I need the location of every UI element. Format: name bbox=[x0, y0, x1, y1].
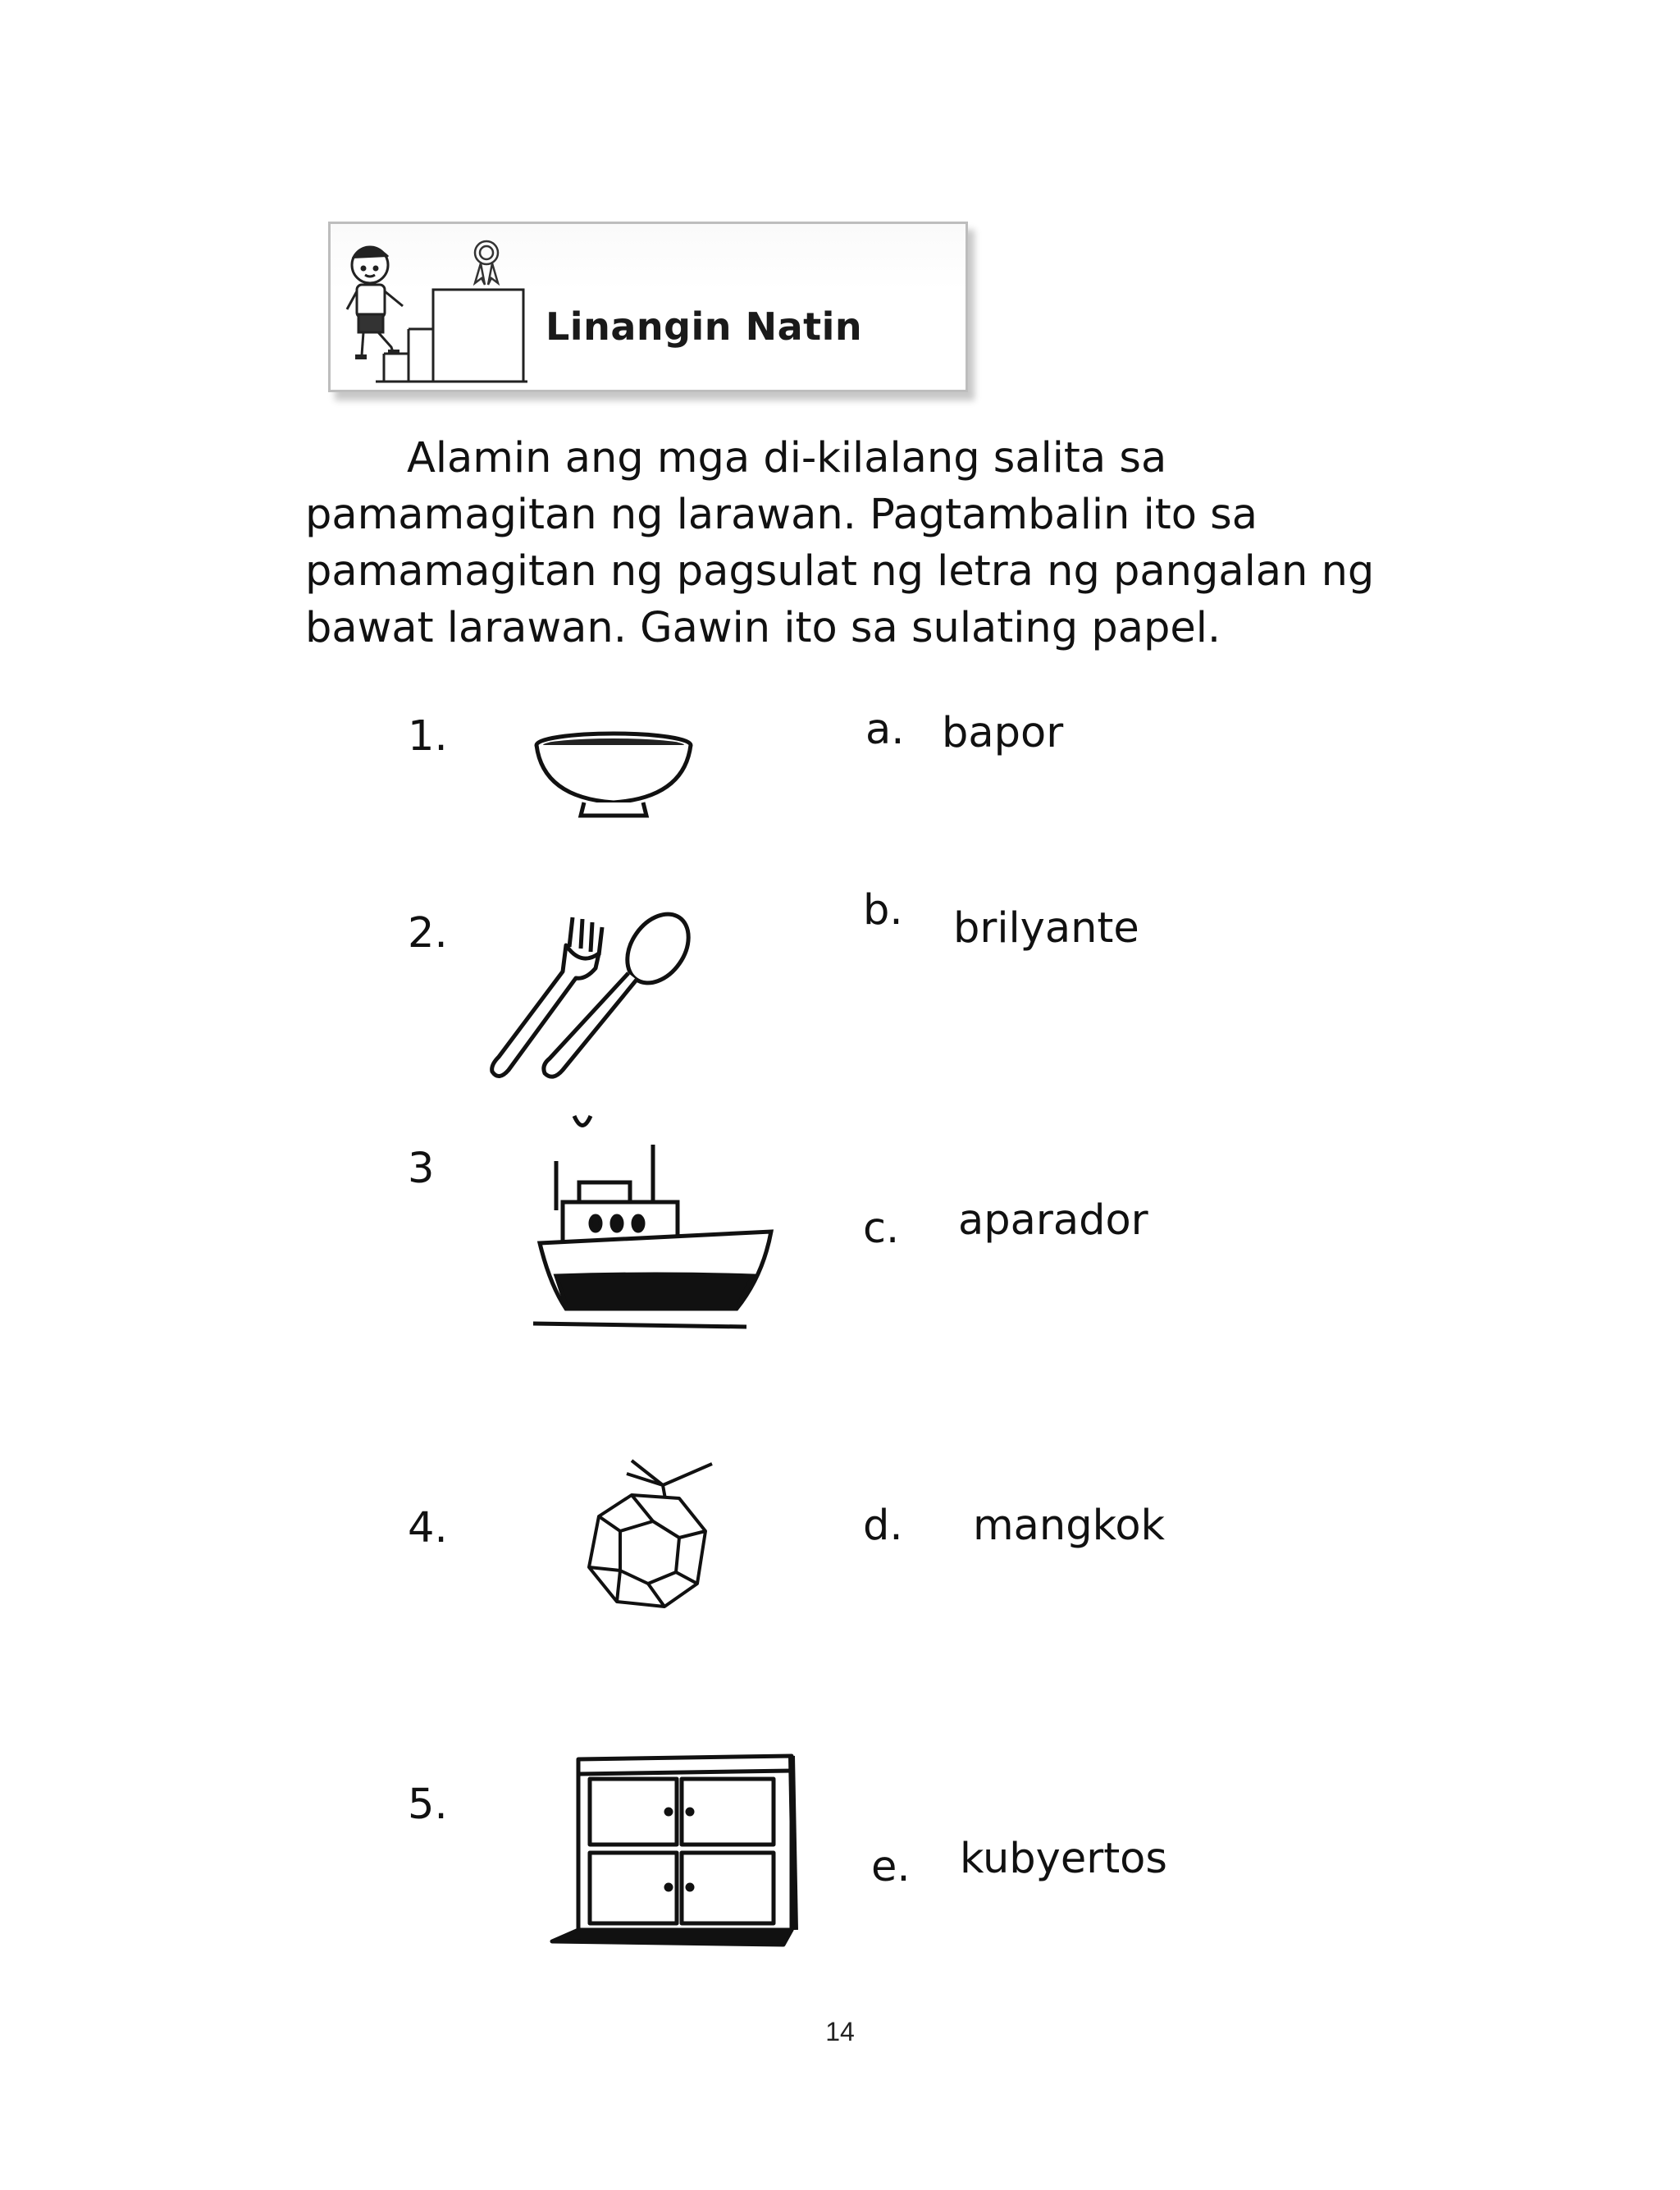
instructions-line-4: bawat larawan. Gawin ito sa sulating papel. bbox=[305, 604, 1221, 652]
section-banner bbox=[328, 222, 968, 392]
page-number: 14 bbox=[825, 2017, 855, 2046]
choice-letter-b: b. bbox=[863, 886, 903, 935]
section-title: Linangin Natin bbox=[546, 304, 863, 349]
instructions-line-3: pamamagitan ng pagsulat ng letra ng pangalan ng bbox=[305, 547, 1375, 596]
boy-climbing-podium-icon bbox=[331, 224, 544, 388]
choice-word-d: mangkok bbox=[973, 1502, 1166, 1550]
bowl-icon bbox=[532, 730, 696, 829]
item-number-5: 5. bbox=[408, 1781, 448, 1829]
choice-word-e: kubyertos bbox=[960, 1835, 1167, 1883]
choice-letter-e: e. bbox=[871, 1843, 911, 1891]
diamond-icon bbox=[574, 1452, 722, 1625]
item-number-2: 2. bbox=[408, 909, 448, 958]
item-number-4: 4. bbox=[408, 1504, 448, 1552]
item-number-1: 1. bbox=[408, 712, 448, 761]
instructions-line-2: pamamagitan ng larawan. Pagtambalin ito sa bbox=[305, 491, 1258, 539]
item-number-3: 3 bbox=[408, 1145, 435, 1193]
choice-word-c: aparador bbox=[958, 1196, 1148, 1245]
choice-letter-d: d. bbox=[863, 1502, 903, 1550]
choice-letter-c: c. bbox=[863, 1205, 900, 1253]
choice-word-b: brilyante bbox=[953, 904, 1139, 953]
choice-letter-a: a. bbox=[865, 706, 905, 754]
ship-icon bbox=[533, 1112, 779, 1358]
choice-word-a: bapor bbox=[942, 709, 1064, 757]
fork-and-spoon-icon bbox=[484, 909, 697, 1090]
instructions-line-1: Alamin ang mga di-kilalang salita sa bbox=[407, 434, 1167, 482]
cabinet-icon bbox=[546, 1748, 800, 1953]
